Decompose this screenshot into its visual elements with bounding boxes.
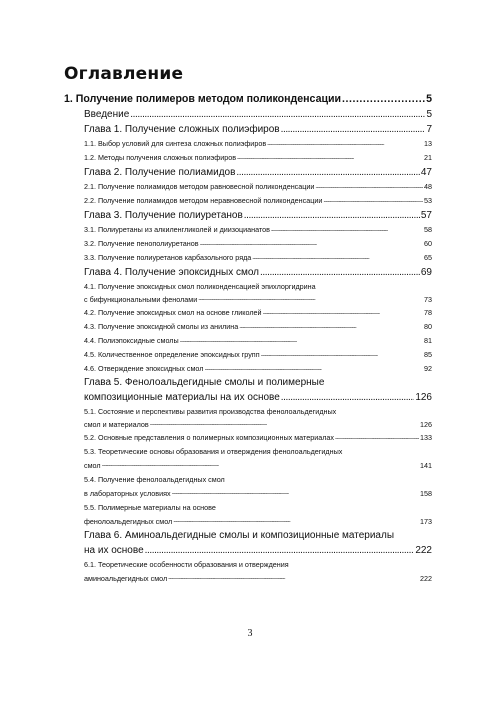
toc-page: 173: [420, 517, 432, 526]
toc-entry-5-5[interactable]: [64, 501, 432, 529]
toc-entry-text: 5.1. Состояние и перспективы развития производства фенолоальдегидных: [84, 407, 337, 416]
toc-entry-4-1[interactable]: [64, 280, 432, 306]
toc-page: 58: [424, 225, 432, 234]
toc-page: 57: [420, 210, 432, 221]
toc-entry-6-1[interactable]: [64, 558, 432, 586]
toc-entry-4-3[interactable]: [64, 320, 432, 334]
page-number: 3: [247, 628, 253, 639]
dot-leader: [173, 514, 419, 529]
dot-leader: [168, 571, 419, 586]
toc-entry-5-4[interactable]: [64, 473, 432, 501]
toc-page: 222: [420, 574, 432, 583]
toc-entry-text: 2.2. Получение полиамидов методом неравновесной поликонденсации: [84, 196, 323, 205]
toc-page: 158: [420, 489, 432, 498]
toc-page: 13: [424, 139, 432, 148]
toc-entry-5-3[interactable]: [64, 445, 432, 473]
toc-entry-ch5[interactable]: [64, 376, 432, 405]
dot-leader: [260, 265, 420, 280]
dot-leader: [335, 430, 419, 445]
toc-entry-text: смол и материалов: [84, 420, 149, 429]
toc-entry-3-1[interactable]: [64, 223, 432, 237]
toc-entry-text: 1.1. Выбор условий для синтеза сложных полиэфиров: [84, 139, 267, 148]
toc-entry-4-4[interactable]: [64, 334, 432, 348]
toc-entry-text: 4.2. Получение эпоксидных смол на основе гликолей: [84, 308, 262, 317]
dot-leader: [200, 236, 423, 251]
dot-leader: [102, 458, 419, 473]
toc-page: 53: [424, 196, 432, 205]
dot-leader: [342, 92, 425, 107]
toc-entry-2-1[interactable]: [64, 180, 432, 194]
toc-entry-text: Глава 2. Получение полиамидов: [84, 167, 236, 178]
toc-page: 21: [424, 153, 432, 162]
toc-entry-text: 4.4. Полиэпоксидные смолы: [84, 336, 179, 345]
dot-leader: [204, 361, 423, 376]
toc-entry-text: фенолоальдегидных смол: [84, 517, 173, 526]
dot-leader: [237, 150, 423, 165]
dot-leader: [281, 390, 415, 405]
toc-entry-1-2[interactable]: [64, 151, 432, 165]
toc-entry-4-5[interactable]: [64, 348, 432, 362]
toc-entry-text: Глава 3. Получение полиуретанов: [84, 210, 243, 221]
toc-page: 47: [420, 167, 432, 178]
dot-leader: [323, 193, 423, 208]
toc-entry-text: композиционные материалы на их основе: [84, 392, 280, 403]
toc-entry-ch6[interactable]: [64, 529, 432, 558]
toc-entry-text: Глава 1. Получение сложных полиэфиров: [84, 124, 280, 135]
toc-entry-3-2[interactable]: [64, 237, 432, 251]
toc-page: 133: [420, 433, 432, 442]
toc-entry-text: 6.1. Теоретические особенности образования и отверждения: [84, 560, 289, 569]
toc-entry-ch2[interactable]: [64, 165, 432, 180]
toc-page: 85: [424, 350, 432, 359]
dot-leader: [271, 222, 423, 237]
toc-entry-ch1[interactable]: [64, 122, 432, 137]
toc-entry-text: с бифункциональными фенолами: [84, 295, 198, 304]
toc-page: 7: [426, 124, 432, 135]
dot-leader: [180, 333, 423, 348]
toc-entry-text: 1. Получение полимеров методом поликонденсации: [64, 93, 341, 105]
toc-page: 222: [415, 545, 432, 556]
toc-page: 78: [424, 308, 432, 317]
toc-entry-ch4[interactable]: [64, 265, 432, 280]
page-title: Оглавление: [64, 64, 184, 84]
dot-leader: [252, 250, 423, 265]
toc-entry-text: аминоальдегидных смол: [84, 574, 168, 583]
toc-page: 126: [420, 420, 432, 429]
toc-page: 69: [420, 267, 432, 278]
toc-entry-text: Глава 4. Получение эпоксидных смол: [84, 267, 260, 278]
toc-entry-text: 2.1. Получение полиамидов методом равновесной поликонденсации: [84, 182, 315, 191]
toc-entry-text: 1.2. Методы получения сложных полиэфиров: [84, 153, 237, 162]
dot-leader: [145, 543, 415, 558]
toc-entry-5-2[interactable]: [64, 431, 432, 445]
toc-entry-text: 4.3. Получение эпоксидной смолы из анилина: [84, 322, 239, 331]
toc-page: 92: [424, 364, 432, 373]
dot-leader: [172, 486, 419, 501]
dot-leader: [239, 319, 423, 334]
toc-entry-text: 5.5. Полимерные материалы на основе: [84, 503, 216, 512]
toc-page: 5: [426, 109, 432, 120]
toc-entry-text: 3.3. Получение полиуретанов карбазольного ряда: [84, 253, 252, 262]
toc-entry-text: 5.3. Теоретические основы образования и отверждения фенолоальдегидных: [84, 447, 343, 456]
toc-entry-text: в лабораторных условиях: [84, 489, 171, 498]
toc-page: 126: [415, 392, 432, 403]
dot-leader: [267, 136, 423, 151]
toc-entry-part1[interactable]: [64, 92, 432, 107]
toc-entry-ch3[interactable]: [64, 208, 432, 223]
toc-entry-text: 4.6. Отверждение эпоксидных смол: [84, 364, 204, 373]
toc-entry-1-1[interactable]: [64, 137, 432, 151]
toc-entry-text: 5.2. Основные представления о полимерных композиционных материалах: [84, 433, 335, 442]
dot-leader: [130, 107, 425, 122]
toc-entry-text: Глава 5. Фенолоальдегидные смолы и полимерные: [84, 377, 325, 388]
toc-page: 60: [424, 239, 432, 248]
toc-entry-5-1[interactable]: [64, 405, 432, 431]
toc-page: 81: [424, 336, 432, 345]
toc-entry-4-2[interactable]: [64, 306, 432, 320]
toc-page: 5: [426, 93, 432, 105]
dot-leader: [263, 305, 423, 320]
dot-leader: [261, 347, 423, 362]
toc-entry-text: на их основе: [84, 545, 144, 556]
toc-entry-2-2[interactable]: [64, 194, 432, 208]
dot-leader: [315, 179, 423, 194]
toc-entry-text: 5.4. Получение фенолоальдегидных смол: [84, 475, 225, 484]
toc-entry-text: Введение: [84, 109, 130, 120]
toc-page: 73: [424, 295, 432, 304]
toc-entry-intro[interactable]: [64, 107, 432, 122]
toc-entry-text: смол: [84, 461, 101, 470]
toc-entry-3-3[interactable]: [64, 251, 432, 265]
toc-page: 141: [420, 461, 432, 470]
dot-leader: [236, 165, 419, 180]
toc-entry-text: 4.5. Количественное определение эпоксидных групп: [84, 350, 260, 359]
toc-entry-4-6[interactable]: [64, 362, 432, 376]
toc-entry-text: Глава 6. Аминоальдегидные смолы и композиционные материалы: [84, 530, 395, 541]
toc-entry-text: 3.2. Получение пенополиуретанов: [84, 239, 199, 248]
toc-page: 65: [424, 253, 432, 262]
toc-page: 48: [424, 182, 432, 191]
toc-entry-text: 3.1. Полиуретаны из алкиленгликолей и диизоцианатов: [84, 225, 270, 234]
dot-leader: [244, 208, 420, 223]
table-of-contents: [64, 92, 432, 586]
toc-entry-text: 4.1. Получение эпоксидных смол поликонденсацией эпихлоргидрина: [84, 282, 316, 291]
toc-page: 80: [424, 322, 432, 331]
dot-leader: [281, 122, 426, 137]
